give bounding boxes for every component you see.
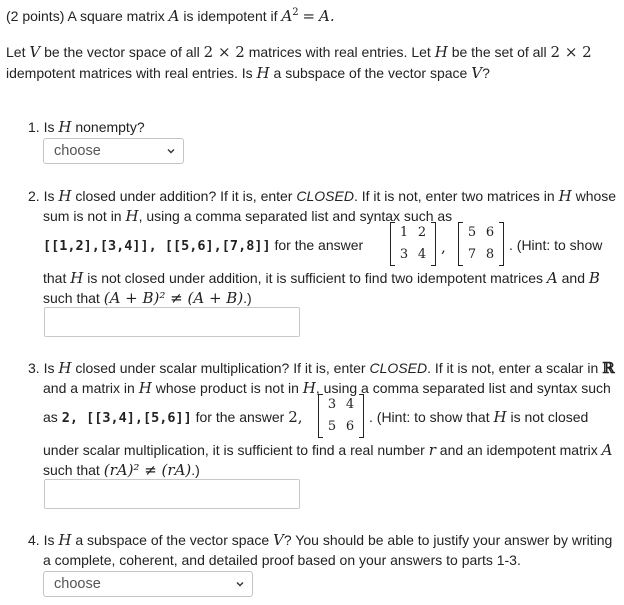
question-3-line-3: as 2, [[3,4],[5,6]] for the answer 2, [43,408,303,426]
problem-header: (2 points) A square matrix A is idempotent if $A^2 = A$. [6,7,335,25]
syntax-example: [[1,2],[3,4]], [[5,6],[7,8]] [43,238,271,254]
question-4-select[interactable]: choose [43,571,253,597]
example-matrix-3: 3 4 5 6 [318,394,364,438]
question-3-line-1: 3. Is H closed under scalar multiplication? If it is, enter CLOSED. If it is not, enter a scalar in ℝ [28,359,615,377]
question-4-line-2: a complete, coherent, and detailed proof based on your answers to parts 1-3. [43,552,521,568]
question-2-line-2: sum is not in H, using a comma separated list and syntax such as [43,207,453,225]
question-3-answer-input[interactable] [44,479,300,509]
question-2-line-3: [[1,2],[3,4]], [[5,6],[7,8]] for the answer [43,237,364,254]
question-2-answer-input[interactable] [44,307,300,337]
question-1-select[interactable]: choose [43,138,184,164]
question-3-line-2: and a matrix in H whose product is not in H, using a comma separated list and syntax such [43,379,611,397]
question-3-line-5: such that (rA)² ≠ (rA).) [43,461,200,479]
question-3-line-4: under scalar multiplication, it is sufficient to find a real number r and an idempotent matrix A [43,441,613,459]
chevron-down-icon [167,147,175,155]
chevron-down-icon [236,580,244,588]
example-matrix-1: 1 2 3 4 [390,222,436,266]
problem-statement-line-1: Let V be the vector space of all 2 × 2 matrices with real entries. Let H be the set of all 2 × 2 [6,43,592,61]
example-matrix-2: 5 6 7 8 [458,222,504,266]
question-2-line-4: that H is not closed under addition, it is sufficient to find two idempotent matrices A and B [43,269,600,287]
points-label: (2 points) [6,8,65,24]
question-1-text: 1. Is H nonempty? [28,118,145,136]
question-3-hint: . (Hint: to show that H is not closed [369,408,589,426]
question-4-line-1: 4. Is H a subspace of the vector space V? You should be able to justify your answer by writing [28,531,613,549]
question-2-line-1: 2. Is H closed under addition? If it is, enter CLOSED. If it is not, enter two matrices in H whose [28,187,617,205]
problem-statement-line-2: idempotent matrices with real entries. Is H a subspace of the vector space V? [6,64,490,82]
syntax-example: 2, [[3,4],[5,6]] [61,410,192,426]
question-2-line-5: such that (A + B)² ≠ (A + B).) [43,289,252,307]
